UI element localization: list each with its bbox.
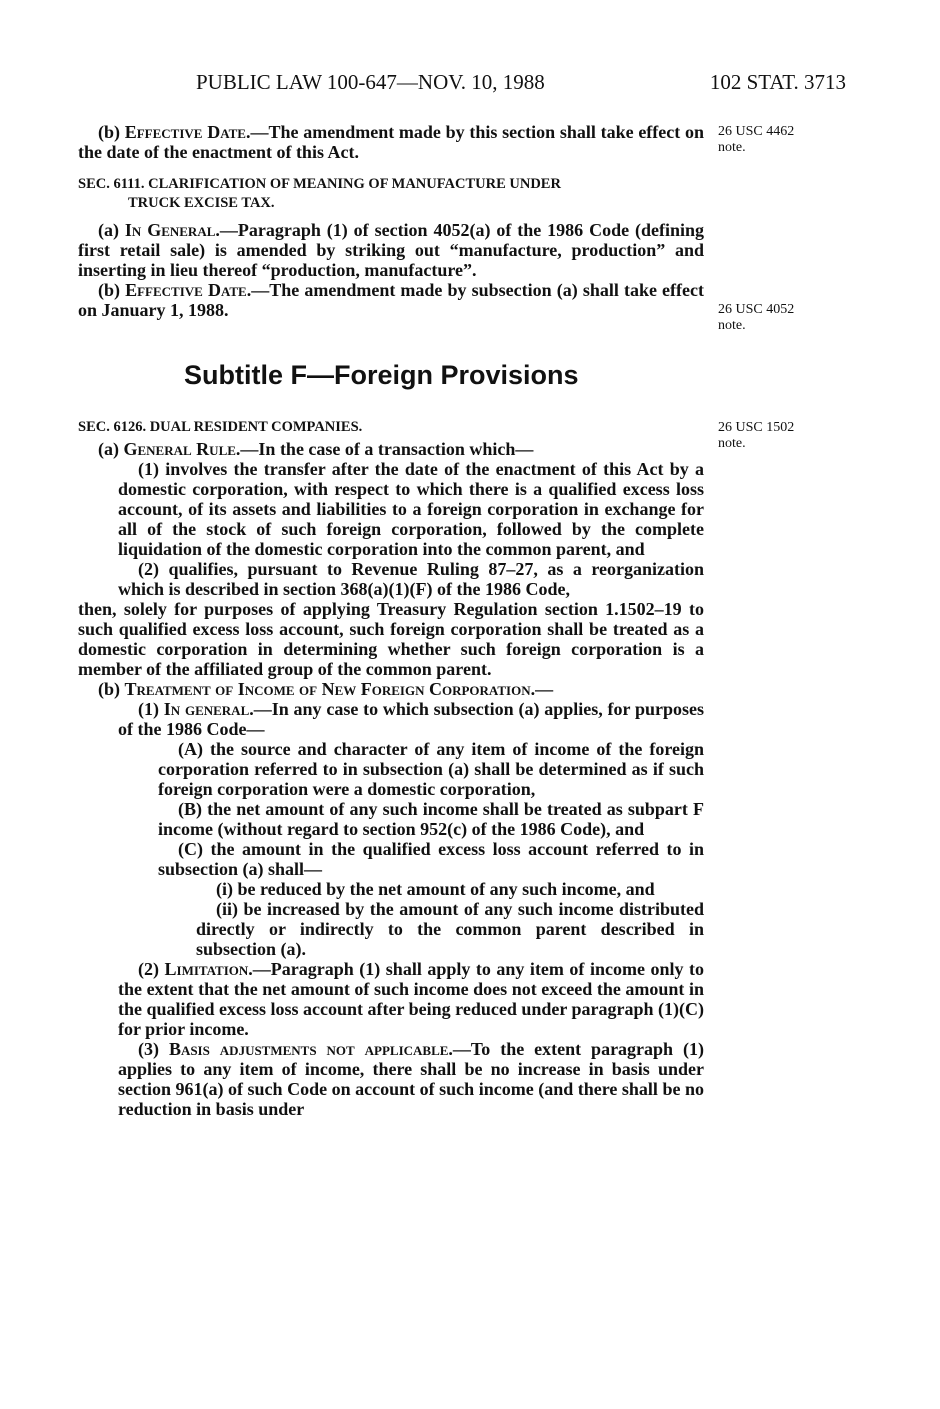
section-heading: SEC. 6111. CLARIFICATION OF MEANING OF MANUFACTURE UNDER TRUCK EXCISE TAX. [78,176,561,211]
section-heading: SEC. 6126. DUAL RESIDENT COMPANIES. [78,419,363,435]
clause: (i) be reduced by the net amount of any such income, and [216,879,655,899]
subsection-heading: Effective Date [125,280,247,300]
paragraph: (a) General Rule.—In the case of a transaction which— [98,439,534,459]
margin-note-usc-4462 [718,124,828,156]
clause-group [78,879,704,959]
paragraph: (2) Limitation.—Paragraph (1) shall apply to any item of income only to the extent that the net amount of such income does not exceed the amount in the qualified excess loss account after being reduced under paragraph (1)(C) for prior income. [118,959,704,1039]
section-6111 [78,175,704,320]
subsection-heading: In General [124,220,216,240]
section-6126 [78,418,704,1119]
paragraph: (b) Effective Date.—The amendment made by this section shall take effect on the date of the enactment of this Act. [78,122,705,162]
subparagraph: (A) the source and character of any item of income of the foreign corporation referred to in subsection (a) shall be determined as if such foreign corporation were a domestic corporation, [158,739,704,799]
subsection-heading: Treatment of Income of New Foreign Corporation [124,679,531,699]
subparagraph: (C) the amount in the qualified excess loss account referred to in subsection (a) shall— [158,839,704,879]
subsection-heading: Limitation [164,959,249,979]
paragraph: (1) In general.—In any case to which subsection (a) applies, for purposes of the 1986 Code— [118,699,704,739]
subsection-heading: Basis adjustments not applicable [168,1039,449,1059]
paragraph-group [78,959,704,1119]
running-header [196,70,846,100]
subsection-heading: Effective Date [124,122,246,142]
margin-note-label: note. [718,318,746,333]
margin-note-label: note. [718,436,746,451]
margin-note-usc-4052 [718,302,828,334]
subparagraph: (B) the net amount of any such income shall be treated as subpart F income (without regard to section 952(c) of the 1986 Code), and [158,799,704,839]
paragraph: (b) Effective Date.—The amendment made by subsection (a) shall take effect on January 1, 1988. [78,280,705,320]
subsection-heading: General Rule [123,439,236,459]
subtitle-heading: Subtitle F—Foreign Provisions [184,360,579,390]
margin-note-citation: 26 USC 4462 [718,124,795,139]
clause: (ii) be increased by the amount of any such income distributed directly or indirectly to the common parent described in subsection (a). [196,899,704,959]
paragraph: then, solely for purposes of applying Treasury Regulation section 1.1502–19 to such qualified excess loss account, such foreign corporation shall be treated as a domestic corporation in determining whether such foreign corporation is a member of the affiliated group of the common parent. [78,599,704,679]
margin-note-label: note. [718,140,746,155]
margin-note-citation: 26 USC 4052 [718,302,795,317]
paragraph: (1) involves the transfer after the date of the enactment of this Act by a domestic corporation, with respect to which there is a qualified excess loss account, of its assets and liabilities to a foreign corporation in exchange for all of the stock of such foreign corporation, followed by the complete liquidation of the domestic corporation into the common parent, and [118,459,704,559]
header-law-citation: PUBLIC LAW 100-647—NOV. 10, 1988 [196,70,545,94]
subsection-heading: In general [163,699,250,719]
margin-note-usc-1502 [718,420,828,452]
paragraph-group [78,459,704,599]
paragraph: (2) qualifies, pursuant to Revenue Ruling 87–27, as a reorganization which is described in section 368(a)(1)(F) of the 1986 Code, [118,559,704,599]
paragraph-group [78,699,704,739]
header-stat-page: 102 STAT. 3713 [709,70,846,94]
margin-note-citation: 26 USC 1502 [718,420,795,435]
paragraph: (3) Basis adjustments not applicable.—To the extent paragraph (1) applies to any item of income, there shall be no increase in basis under section 961(a) of such Code on account of such income (and there shall be no reduction in basis under [118,1039,704,1119]
subparagraph-group [78,739,704,879]
paragraph: (b) Treatment of Income of New Foreign Corporation.— [98,679,554,699]
paragraph: (a) In General.—Paragraph (1) of section 4052(a) of the 1986 Code (defining first retail sale) is amended by striking out “manufacture, production” and inserting in lieu thereof “production, manufacture”. [78,220,704,280]
effective-date-block [78,122,704,162]
